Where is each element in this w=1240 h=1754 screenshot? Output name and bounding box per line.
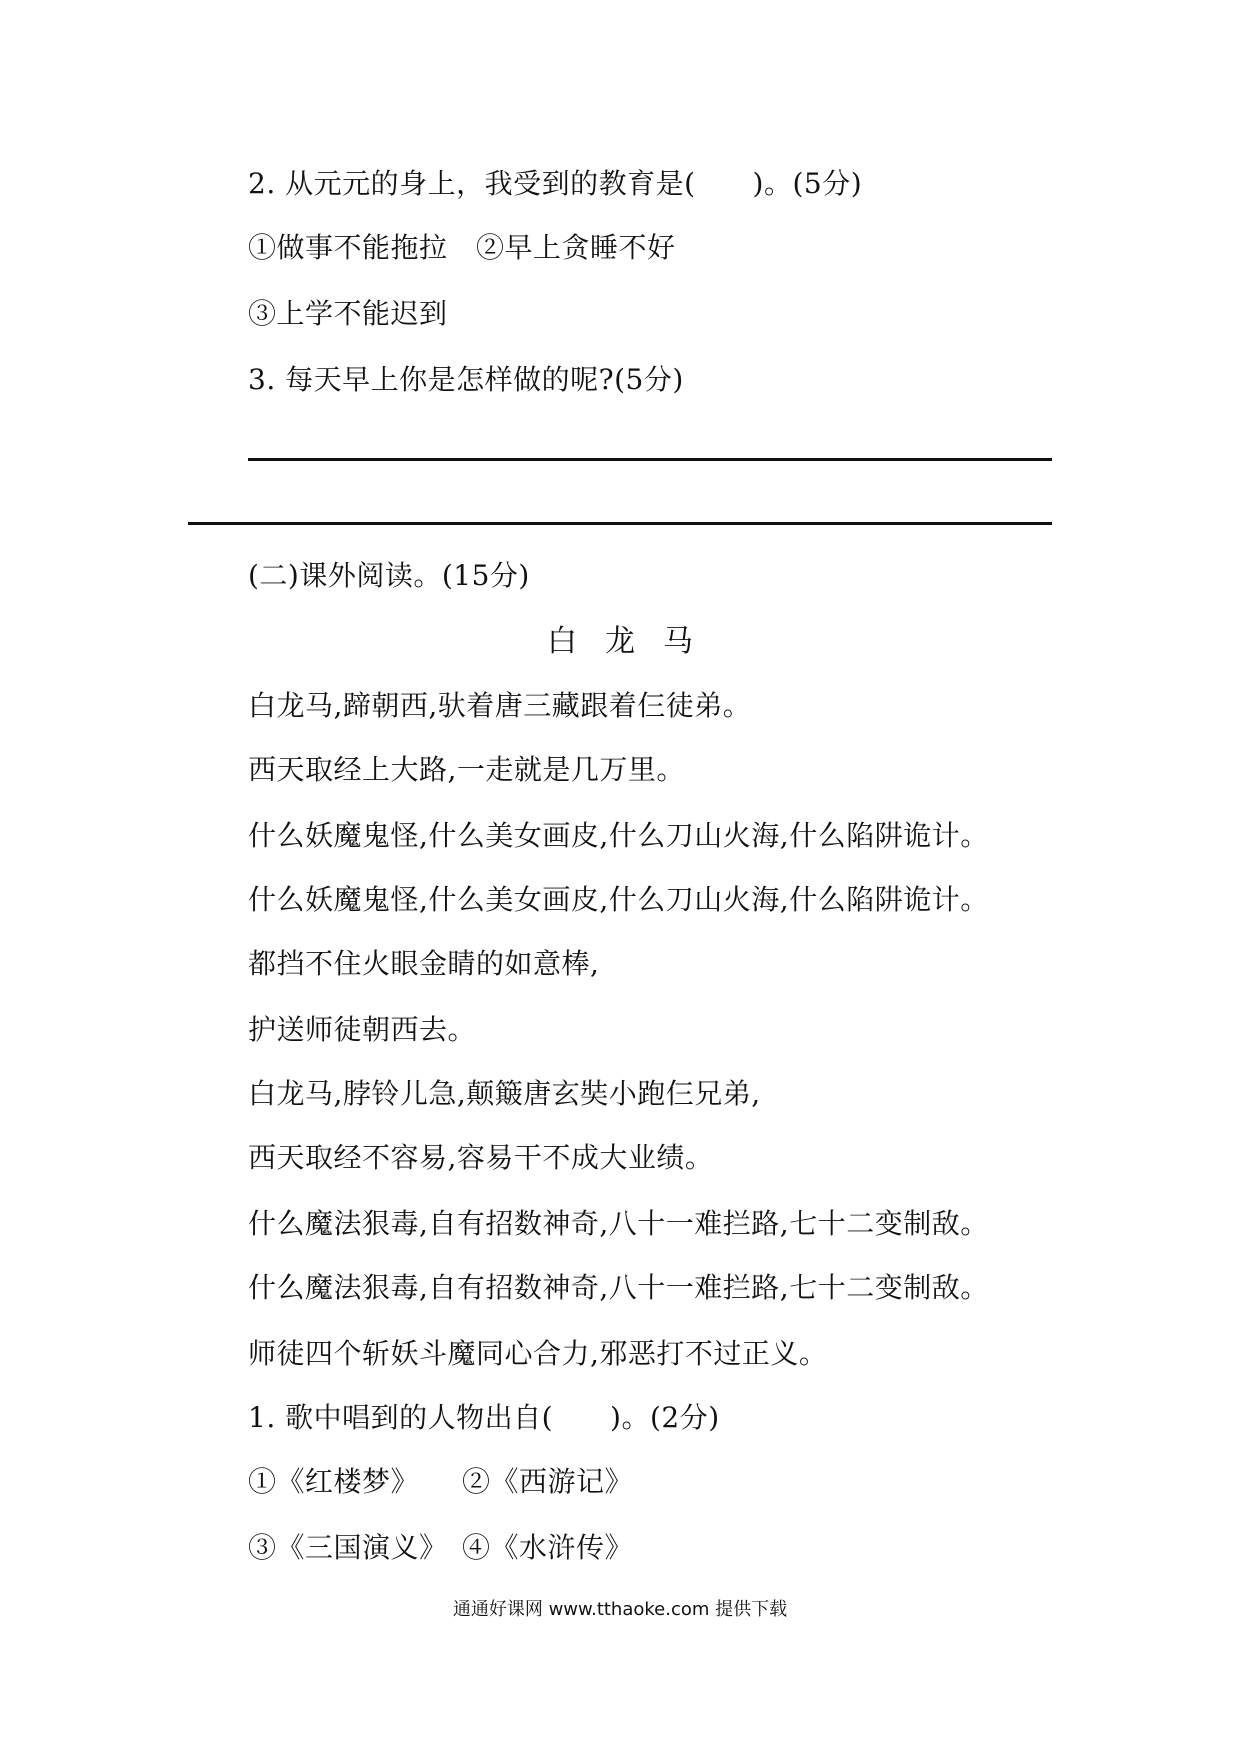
answer-line-2[interactable]: [188, 522, 1052, 525]
poem-line: 护送师徒朝西去。: [248, 1013, 477, 1046]
question-2-options-line-2: ③上学不能迟到: [248, 297, 448, 330]
poem-line: 白龙马,蹄朝西,驮着唐三藏跟着仨徒弟。: [248, 689, 752, 722]
question-1-options-line-2: ③《三国演义》 ④《水浒传》: [248, 1531, 634, 1564]
poem-line: 西天取经不容易,容易干不成大业绩。: [248, 1141, 714, 1174]
question-2-options-line-1: ①做事不能拖拉 ②早上贪睡不好: [248, 231, 676, 264]
question-1-options-line-1: ①《红楼梦》 ②《西游记》: [248, 1465, 634, 1498]
answer-line-1[interactable]: [248, 458, 1052, 461]
poem-title: 白龙马: [547, 624, 721, 659]
footer-credit: 通通好课网 www.tthaoke.com 提供下载: [452, 1599, 788, 1620]
poem-line: 白龙马,脖铃儿急,颠簸唐玄奘小跑仨兄弟,: [248, 1077, 761, 1110]
poem-line: 什么妖魔鬼怪,什么美女画皮,什么刀山火海,什么陷阱诡计。: [248, 819, 989, 852]
question-3: 3. 每天早上你是怎样做的呢?(5分): [248, 363, 684, 396]
poem-line: 什么魔法狠毒,自有招数神奇,八十一难拦路,七十二变制敌。: [248, 1271, 989, 1304]
poem-line: 什么魔法狠毒,自有招数神奇,八十一难拦路,七十二变制敌。: [248, 1207, 989, 1240]
poem-line: 西天取经上大路,一走就是几万里。: [248, 753, 685, 786]
question-2: 2. 从元元的身上，我受到的教育是( )。(5分): [248, 167, 863, 200]
poem-line: 师徒四个斩妖斗魔同心合力,邪恶打不过正义。: [248, 1337, 828, 1370]
question-1: 1. 歌中唱到的人物出自( )。(2分): [248, 1401, 720, 1434]
poem-line: 都挡不住火眼金睛的如意棒,: [248, 947, 600, 980]
poem-line: 什么妖魔鬼怪,什么美女画皮,什么刀山火海,什么陷阱诡计。: [248, 883, 989, 916]
section-heading: (二)课外阅读。(15分): [248, 559, 530, 592]
